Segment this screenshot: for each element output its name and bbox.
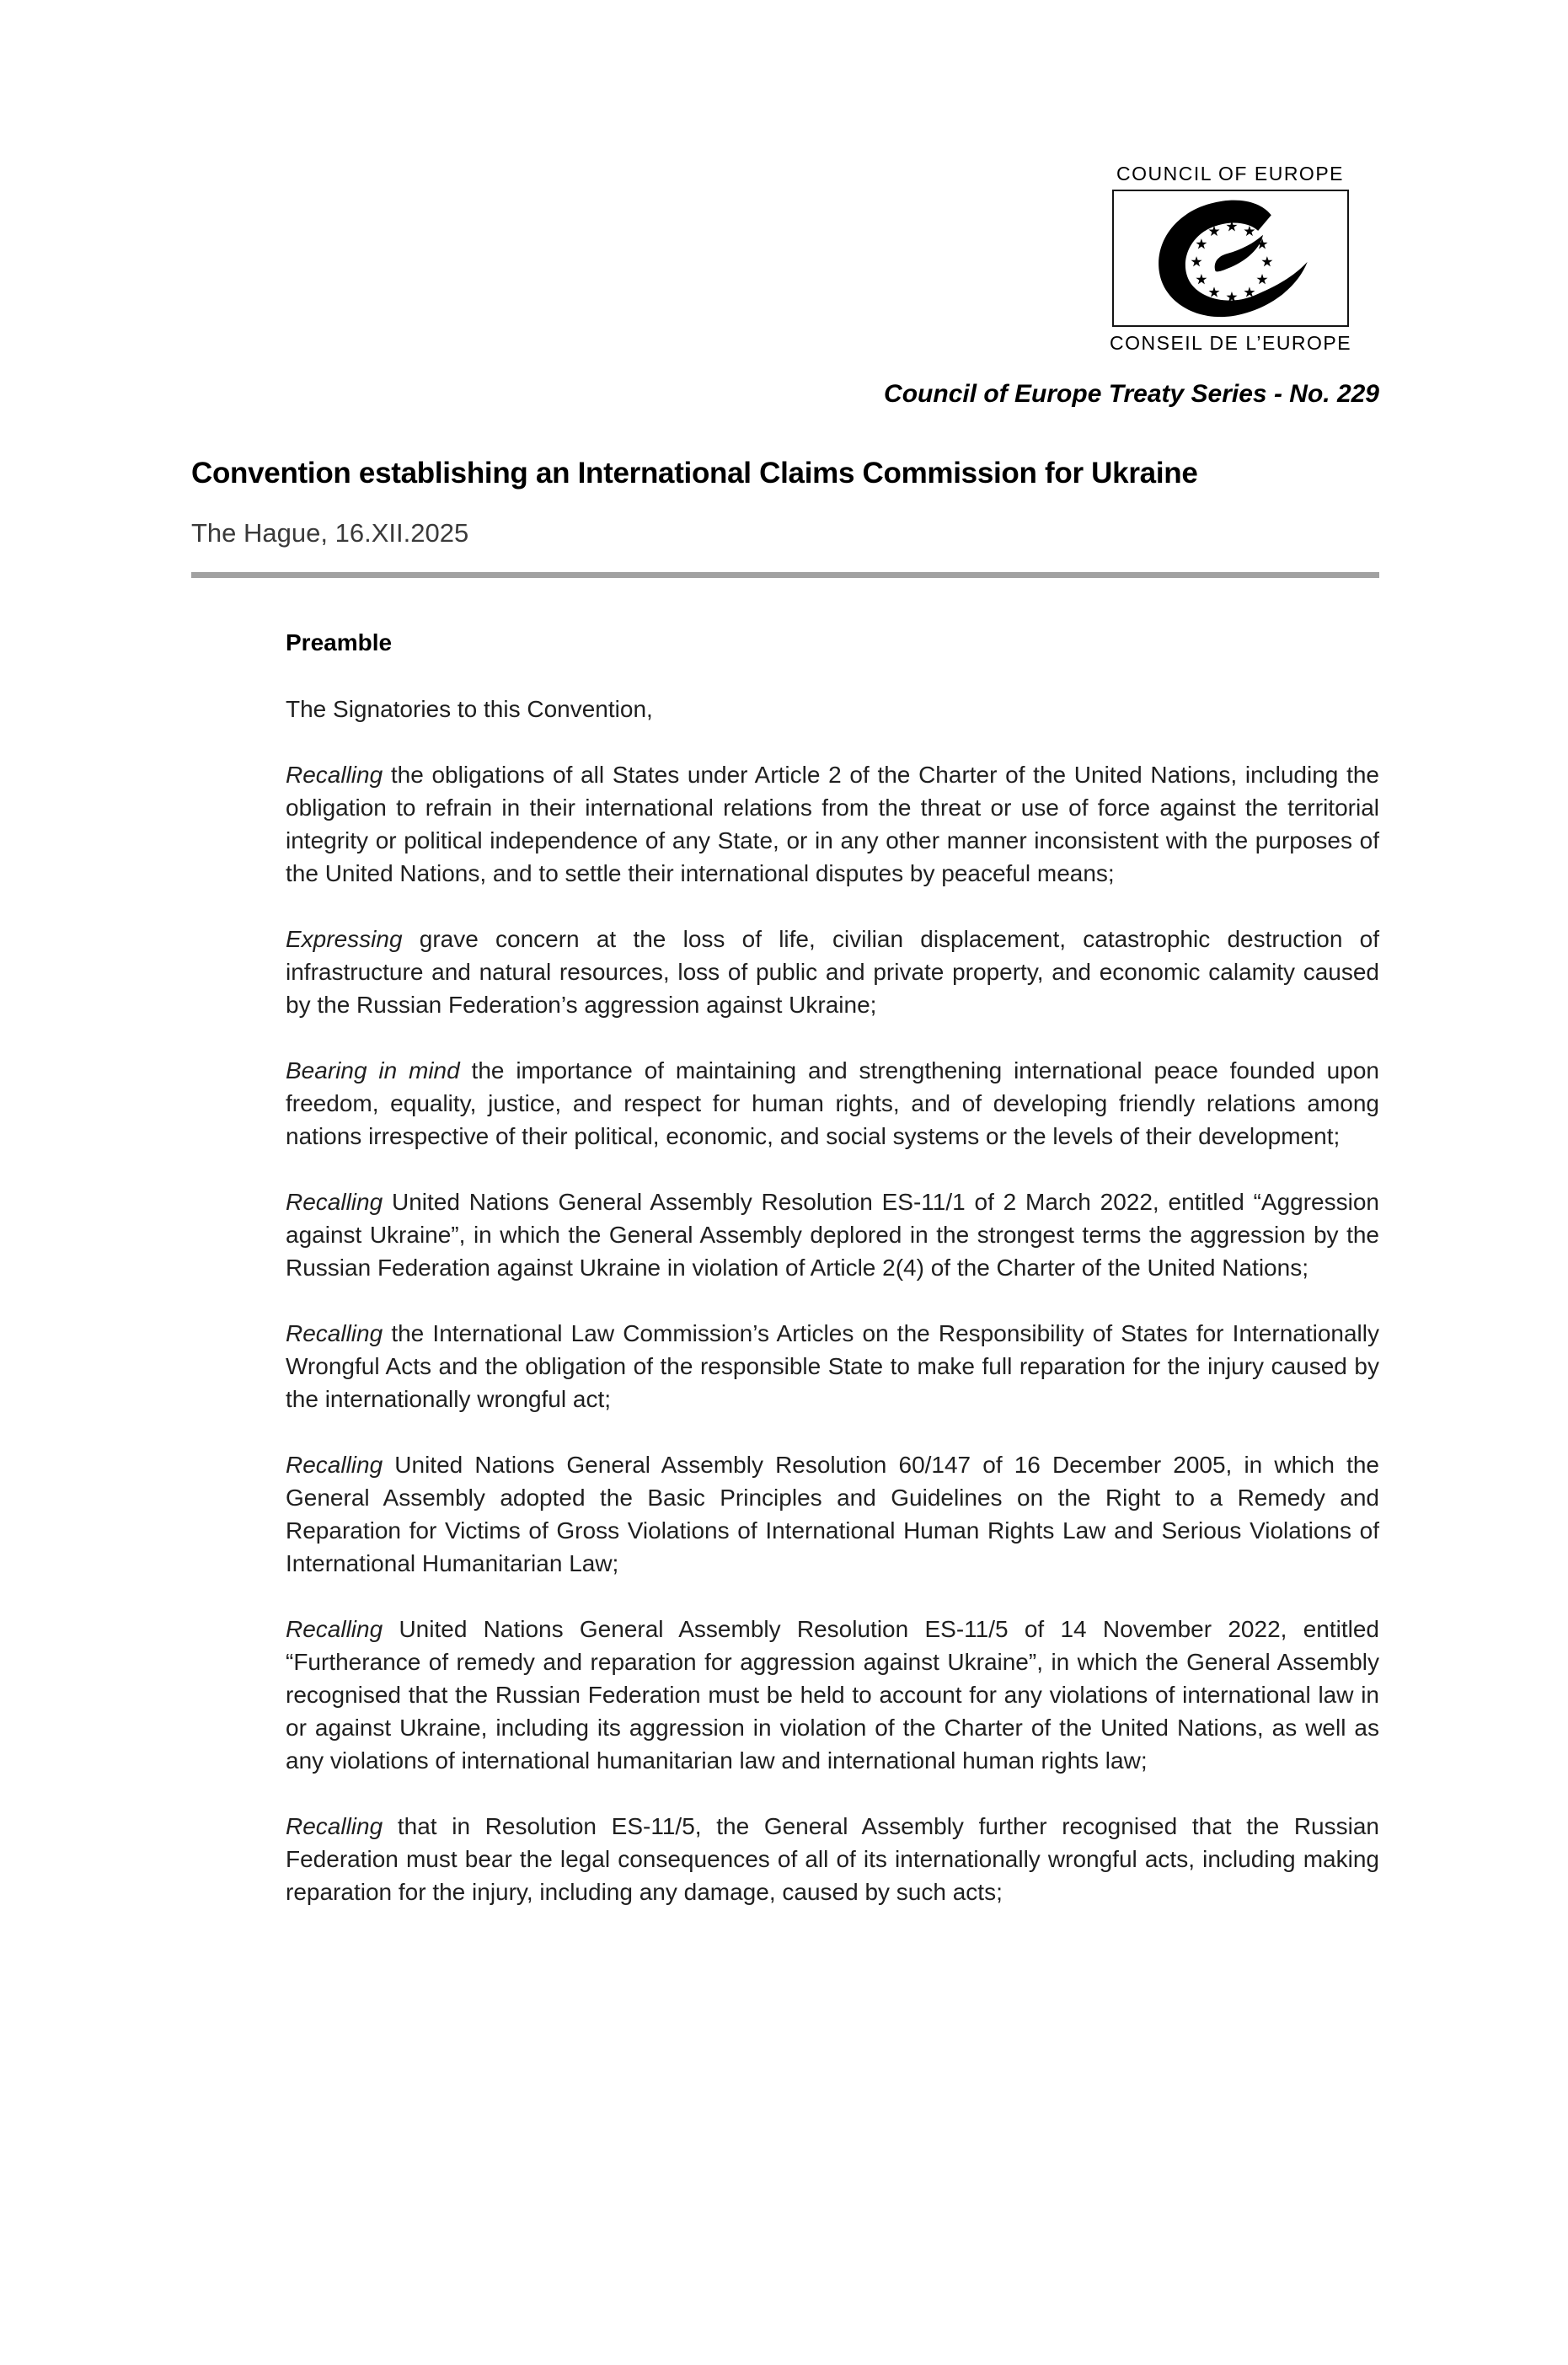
preamble-paragraph [286, 1185, 1379, 1284]
divider-rule [191, 572, 1379, 578]
preamble-paragraph [286, 1613, 1379, 1777]
preamble-paragraph [286, 923, 1379, 1021]
preamble-heading: Preamble [286, 629, 393, 655]
paragraph-text: United Nations General Assembly Resolution 60/147 of 16 December 2005, in which the General Assembly adopted the Basic Principles and Guidelines on the Right to a Remedy and Reparation for Victims of Gross Violations of International Human Rights Law and Serious Violations of International Humanitarian Law; [286, 1452, 1379, 1576]
paragraph-text: that in Resolution ES-11/5, the General Assembly further recognised that the Russian Federation must bear the legal consequences of all of its internationally wrongful acts, including making reparation for the injury, including any damage, caused by such acts; [286, 1813, 1379, 1905]
paragraph-lead-word: Recalling [286, 762, 383, 788]
preamble-paragraph [286, 758, 1379, 890]
preamble-paragraph [286, 1317, 1379, 1415]
treaty-series-line: Council of Europe Treaty Series - No. 229 [884, 380, 1379, 408]
preamble-section [286, 626, 1379, 1908]
coe-logo-box [1112, 190, 1349, 327]
preamble-paragraph [286, 1810, 1379, 1908]
paragraph-lead-word: Expressing [286, 926, 403, 952]
council-of-europe-label: COUNCIL OF EUROPE [1116, 163, 1344, 185]
paragraph-text: United Nations General Assembly Resolution ES-11/1 of 2 March 2022, entitled “Aggression against Ukraine”, in which the General Assembly deplored in the strongest terms the aggression by the Russian Federation against Ukraine in violation of Article 2(4) of the Charter of the United Nations; [286, 1189, 1379, 1281]
paragraph-lead-word: Recalling [286, 1189, 383, 1215]
conseil-de-leurope-label: CONSEIL DE L’EUROPE [1110, 332, 1352, 354]
paragraph-text: the obligations of all States under Article 2 of the Charter of the United Nations, including the obligation to refrain in their international relations from the threat or use of force against the territorial integrity or political independence of any State, or in any other manner inconsistent with the purposes of the United Nations, and to settle their international disputes by peaceful means; [286, 762, 1379, 886]
paragraph-lead-word: Recalling [286, 1813, 383, 1839]
paragraph-lead-word: Recalling [286, 1452, 383, 1478]
paragraph-lead-word: Bearing in mind [286, 1057, 460, 1084]
preamble-intro: The Signatories to this Convention, [286, 696, 653, 722]
place-date-line: The Hague, 16.XII.2025 [191, 518, 469, 548]
paragraph-lead-word: Recalling [286, 1320, 383, 1346]
document-title: Convention establishing an International Claims Commission for Ukraine [191, 457, 1198, 490]
coe-logo-block [1110, 161, 1351, 356]
preamble-paragraph [286, 1054, 1379, 1153]
coe-emblem-icon [1116, 193, 1346, 324]
paragraph-text: grave concern at the loss of life, civilian displacement, catastrophic destruction of infrastructure and natural resources, loss of public and private property, and economic calamity caused by the Russian Federation’s aggression against Ukraine; [286, 926, 1379, 1018]
paragraph-text: United Nations General Assembly Resolution ES-11/5 of 14 November 2022, entitled “Furtherance of remedy and reparation for aggression against Ukraine”, in which the General Assembly recognised that the Russian Federation must be held to account for any violations of international law in or against Ukraine, including its aggression in violation of the Charter of the United Nations, as well as any violations of international humanitarian law and international human rights law; [286, 1616, 1379, 1774]
paragraph-text: the importance of maintaining and strengthening international peace founded upon freedom, equality, justice, and respect for human rights, and of developing friendly relations among nations irrespective of their political, economic, and social systems or the levels of their development; [286, 1057, 1379, 1149]
preamble-paragraph [286, 1448, 1379, 1580]
paragraph-lead-word: Recalling [286, 1616, 383, 1642]
paragraph-text: the International Law Commission’s Articles on the Responsibility of States for Internationally Wrongful Acts and the obligation of the responsible State to make full reparation for the injury caused by the internationally wrongful act; [286, 1320, 1379, 1412]
